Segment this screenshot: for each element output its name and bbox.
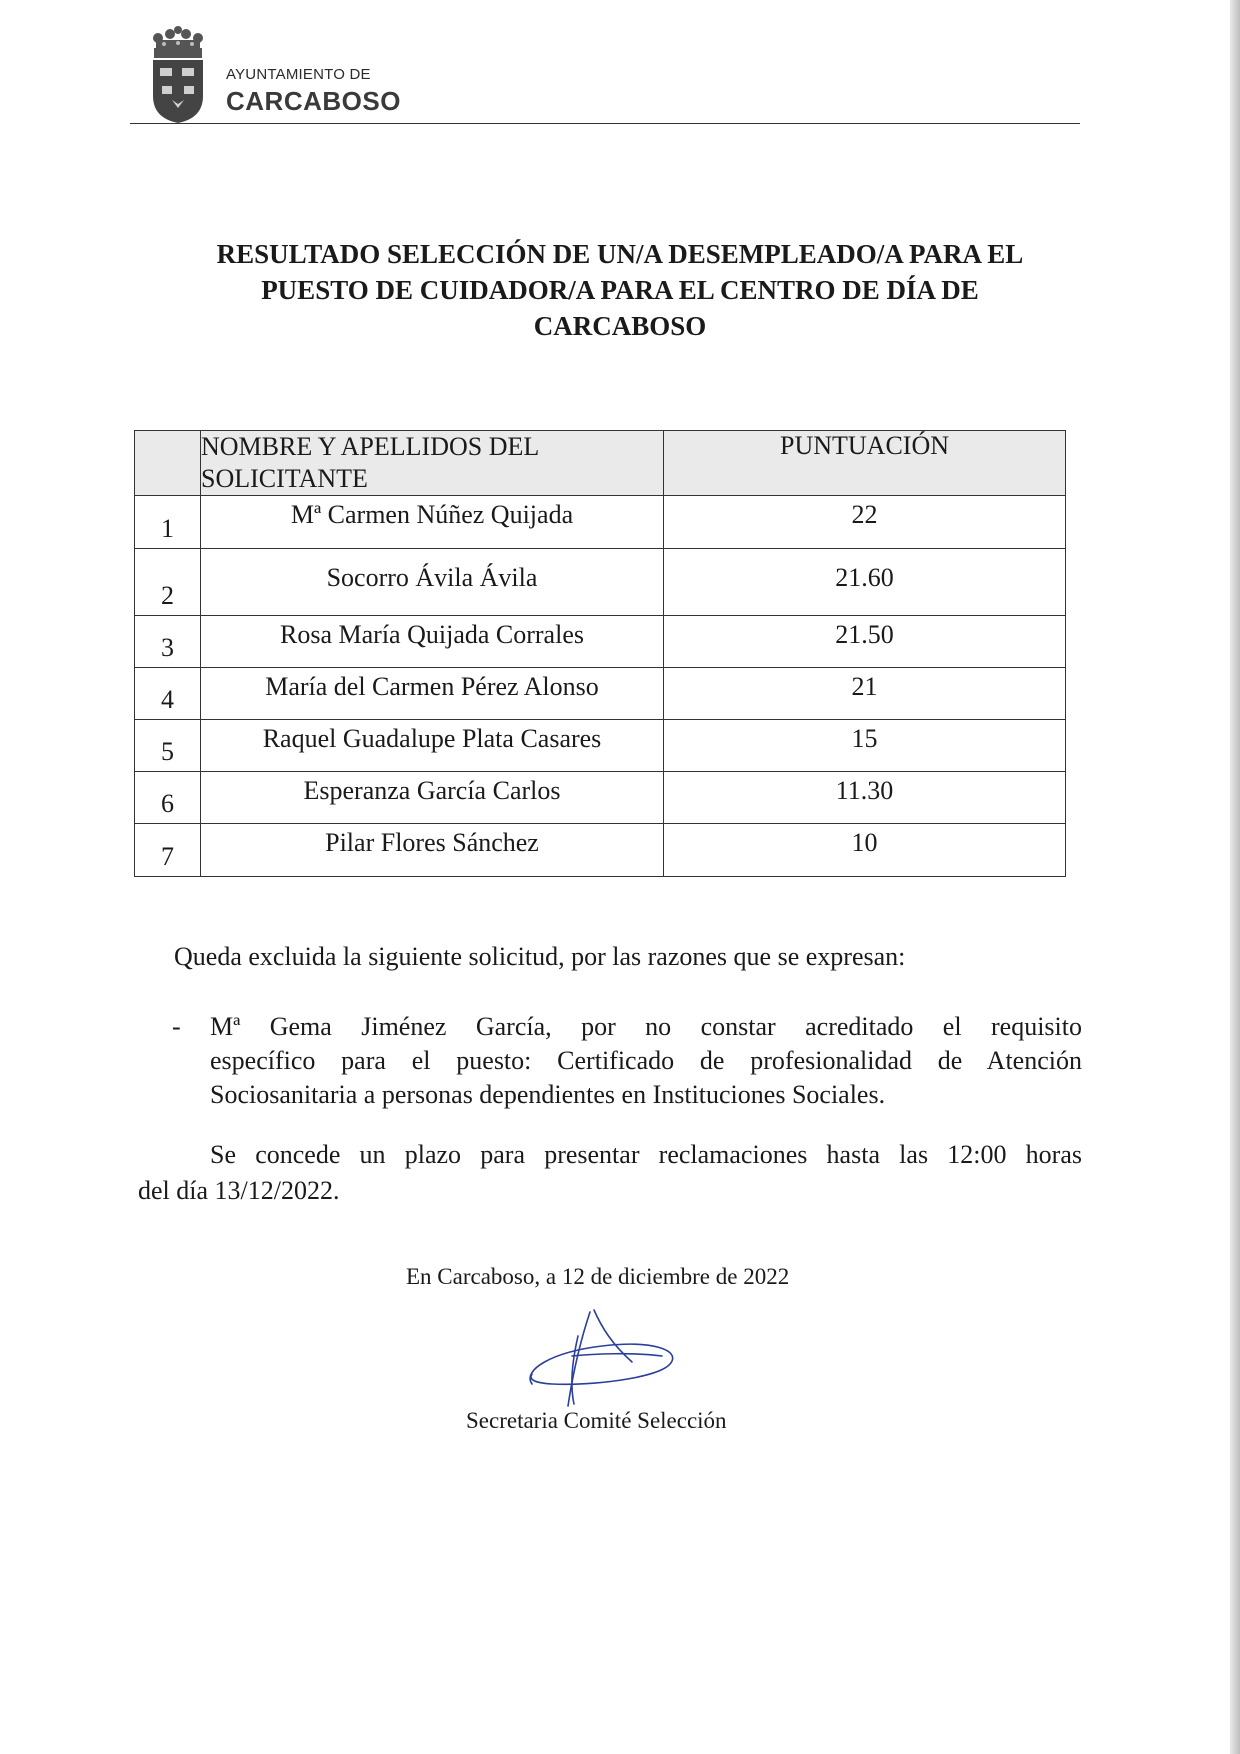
exclusion-item: [210, 1010, 1082, 1112]
applicant-score: 10: [664, 824, 1066, 877]
exclusion-intro: Queda excluida la siguiente solicitud, por las razones que se expresan:: [174, 942, 906, 971]
table-row: [135, 616, 1066, 668]
applicant-score: 11.30: [664, 772, 1066, 824]
header-name: NOMBRE Y APELLIDOS DEL SOLICITANTE: [201, 431, 664, 496]
row-number: 5: [135, 720, 201, 772]
applicant-score: 21: [664, 668, 1066, 720]
deadline-line-2: del día 13/12/2022.: [138, 1176, 340, 1205]
org-prefix: AYUNTAMIENTO DE: [226, 66, 371, 83]
title-line-1: RESULTADO SELECCIÓN DE UN/A DESEMPLEADO/A PARA EL: [216, 239, 1024, 269]
applicant-score: 22: [664, 496, 1066, 549]
table-row: [135, 549, 1066, 616]
title-line-3: CARCABOSO: [533, 311, 707, 341]
table-row: [135, 720, 1066, 772]
applicant-name: Socorro Ávila Ávila: [201, 549, 664, 616]
table-header-row: [135, 431, 1066, 496]
table-row: [135, 668, 1066, 720]
signature-icon: [512, 1306, 694, 1410]
municipal-crest-icon: [150, 26, 206, 124]
applicant-score: 21.50: [664, 616, 1066, 668]
header-divider: [130, 123, 1080, 124]
applicant-name: Pilar Flores Sánchez: [201, 824, 664, 877]
row-number: 2: [135, 549, 201, 616]
bullet-dash: -: [172, 1012, 181, 1041]
row-number: 6: [135, 772, 201, 824]
deadline-line-1: Se concede un plazo para presentar reclamaciones hasta las 12:00 horas: [210, 1140, 1082, 1169]
letterhead: [150, 26, 1080, 126]
title-line-2: PUESTO DE CUIDADOR/A PARA EL CENTRO DE DÍA DE: [261, 275, 979, 305]
results-table: [134, 430, 1066, 877]
signatory-role: Secretaria Comité Selección: [466, 1408, 727, 1433]
applicant-name: Esperanza García Carlos: [201, 772, 664, 824]
exclusion-line-2: específico para el puesto: Certificado de profesionalidad de Atención: [210, 1046, 1082, 1075]
table-row: [135, 824, 1066, 877]
applicant-score: 21.60: [664, 549, 1066, 616]
exclusion-line-1: Mª Gema Jiménez García, por no constar acreditado el requisito: [210, 1012, 1082, 1041]
scan-edge: [1230, 0, 1240, 1754]
applicant-name: Rosa María Quijada Corrales: [201, 616, 664, 668]
org-name: CARCABOSO: [226, 86, 401, 116]
exclusion-line-3: Sociosanitaria a personas dependientes en Instituciones Sociales.: [210, 1080, 886, 1109]
document-title: [120, 236, 1120, 344]
applicant-name: Raquel Guadalupe Plata Casares: [201, 720, 664, 772]
row-number: 7: [135, 824, 201, 877]
table-row: [135, 772, 1066, 824]
row-number: 1: [135, 496, 201, 549]
row-number: 3: [135, 616, 201, 668]
applicant-score: 15: [664, 720, 1066, 772]
row-number: 4: [135, 668, 201, 720]
table-row: [135, 496, 1066, 549]
header-score: PUNTUACIÓN: [664, 431, 1066, 496]
header-number: [135, 431, 201, 496]
applicant-name: María del Carmen Pérez Alonso: [201, 668, 664, 720]
place-date: En Carcaboso, a 12 de diciembre de 2022: [406, 1264, 790, 1289]
applicant-name: Mª Carmen Núñez Quijada: [201, 496, 664, 549]
